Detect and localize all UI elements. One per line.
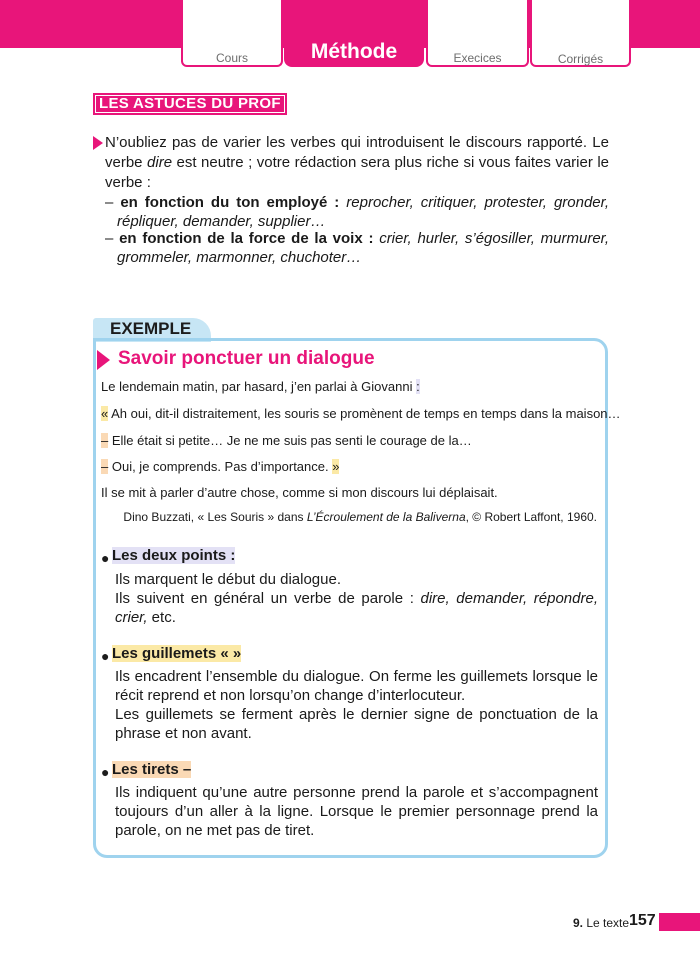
astuces-intro: N’oubliez pas de varier les verbes qui introduisent le discours rapporté. Le verbe dire est neutre ; votre rédaction sera plus riche si vous faites varier le verbe :	[105, 134, 609, 191]
bullet-icon: ●	[101, 764, 110, 780]
astuces-ton: – en fonction du ton employé : reprocher, critiquer, protester, gronder, répliquer, demander, supplier…	[105, 194, 609, 230]
page-number: 157	[629, 912, 656, 929]
triangle-bullet-icon	[93, 136, 103, 150]
point-deux-points-label: Les deux points :	[112, 547, 236, 564]
point-tirets-label: Les tirets –	[112, 761, 192, 778]
astuces-voix: – en fonction de la force de la voix : crier, hurler, s’égosiller, murmurer, grommeler, marmonner, chuchoter…	[105, 230, 609, 266]
point-deux-points-text: Ils marquent le début du dialogue. Ils suivent en général un verbe de parole : dire, demander, répondre, crier, etc.	[115, 571, 598, 626]
dialogue-line-5: Il se mit à parler d’autre chose, comme si mon discours lui déplaisait.	[101, 485, 498, 500]
bullet-icon: ●	[101, 648, 110, 664]
astuces-title: LES ASTUCES DU PROF	[93, 93, 287, 115]
point-guillemets-text: Ils encadrent l’ensemble du dialogue. On ferme les guillemets lorsque le récit reprend et non lorsqu’on change d’interlocuteur. Les guillemets se ferment après le dernier signe de ponctuation de la phrase et non avant.	[115, 668, 598, 742]
dialogue-line-4: – Oui, je comprends. Pas d’importance. »	[101, 459, 340, 474]
tab-exercices[interactable]: Execices	[453, 51, 502, 65]
triangle-title-icon	[97, 350, 110, 370]
point-guillemets-label: Les guillemets « »	[112, 645, 242, 662]
point-tirets-text: Ils indiquent qu’une autre personne prend la parole et s’accompagnent toujours d’un aller à la ligne. Lorsque le premier personnage prend la parole, on ne met pas de tiret.	[115, 784, 598, 839]
exemple-label: EXEMPLE	[110, 319, 192, 338]
tab-cours[interactable]: Cours	[215, 51, 248, 65]
bullet-icon: ●	[101, 550, 110, 566]
dialogue-line-3: – Elle était si petite… Je ne me suis pas senti le courage de la…	[101, 433, 472, 448]
dialogue-line-1: Le lendemain matin, par hasard, j’en parlai à Giovanni :	[101, 379, 420, 394]
footer-chapter: 9. Le texte	[573, 916, 630, 930]
dialogue-line-2: « Ah oui, dit-il distraitement, les souris se promènent de temps en temps dans la maison…	[101, 406, 621, 421]
tab-methode[interactable]: Méthode	[310, 40, 398, 63]
footer-bar	[659, 913, 700, 931]
tab-corriges[interactable]: Corrigés	[557, 52, 604, 66]
exemple-title: Savoir ponctuer un dialogue	[118, 348, 375, 369]
source-credit: Dino Buzzati, « Les Souris » dans L’Écroulement de la Baliverna, © Robert Laffont, 1960.	[123, 510, 597, 524]
